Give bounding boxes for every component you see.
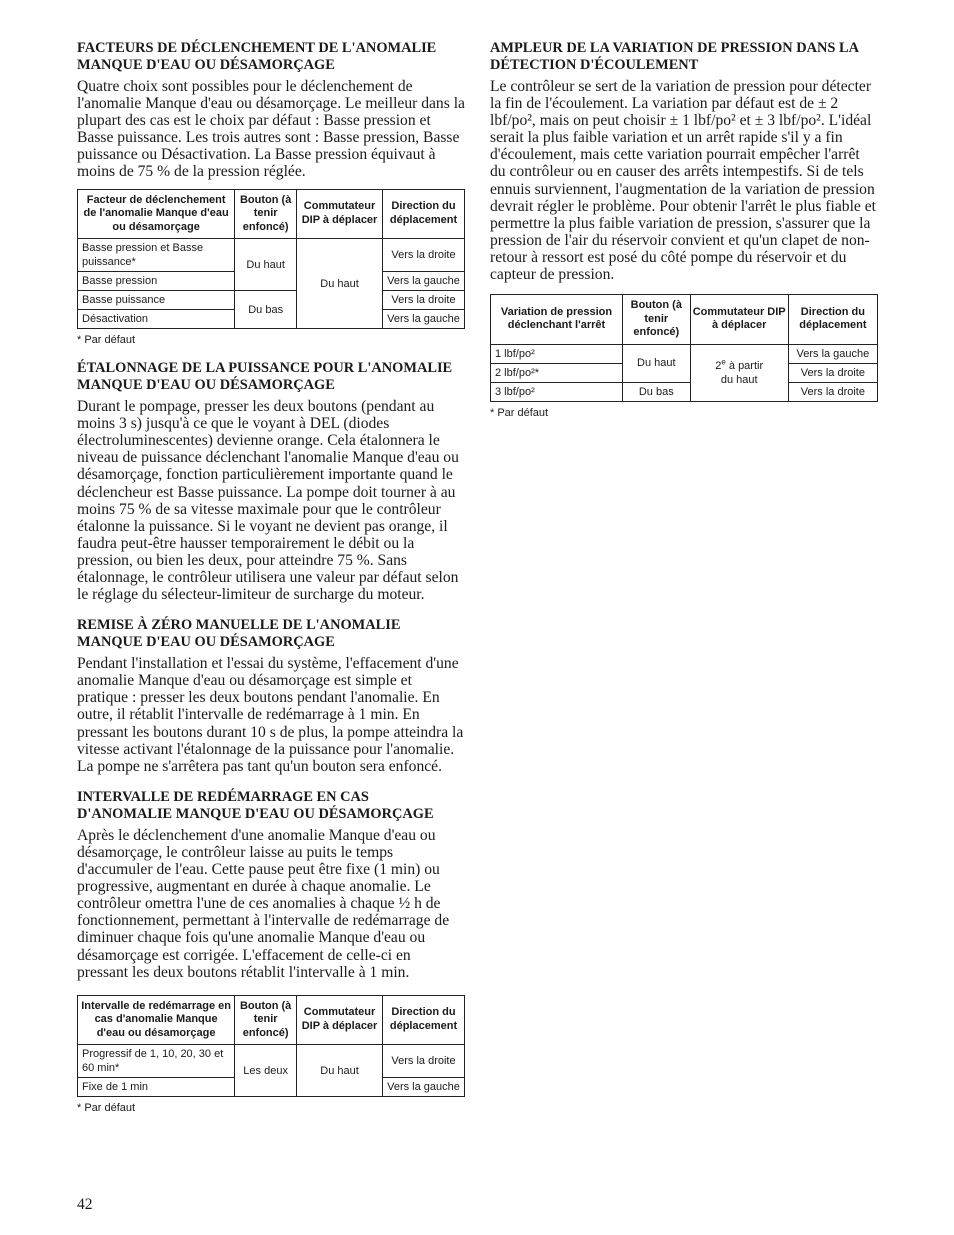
table-cell-button: Du haut: [622, 344, 690, 382]
table-cell-direction: Vers la gauche: [382, 1078, 464, 1097]
table-cell-direction: Vers la droite: [382, 1045, 464, 1078]
table-cell-direction: Vers la gauche: [788, 344, 877, 363]
table-cell-dip: Du haut: [297, 1045, 383, 1097]
table-header-cell: Bouton (à tenir enfoncé): [235, 189, 297, 239]
table-header-cell: Intervalle de redémarrage en cas d'anomalie Manque d'eau ou désamorçage: [78, 995, 235, 1045]
table-header-row: [491, 295, 878, 345]
table-header-row: [78, 189, 465, 239]
table-cell-direction: Vers la gauche: [382, 272, 464, 291]
table-header-cell: Bouton (à tenir enfoncé): [622, 295, 690, 345]
table-header-cell: Direction du déplacement: [382, 189, 464, 239]
table-header-cell: Commutateur DIP à déplacer: [297, 995, 383, 1045]
pressure-variation-table: [490, 294, 878, 402]
table-cell-direction: Vers la droite: [788, 382, 877, 401]
left-column: [77, 40, 465, 1114]
footnote: * Par défaut: [77, 1102, 136, 1115]
section-title-manual-reset: REMISE À ZÉRO MANUELLE DE L'ANOMALIE MANQUE D'EAU OU DÉSAMORÇAGE: [77, 617, 401, 651]
table-header-cell: Variation de pression déclenchant l'arrêt: [491, 295, 623, 345]
table-cell-direction: Vers la gauche: [382, 310, 464, 329]
table-row: [78, 291, 465, 310]
table-row: [491, 382, 878, 401]
table-header-cell: Direction du déplacement: [382, 995, 464, 1045]
table-cell-direction: Vers la droite: [382, 291, 464, 310]
table-header-cell: Direction du déplacement: [788, 295, 877, 345]
table-cell-interval: Progressif de 1, 10, 20, 30 et 60 min*: [78, 1045, 235, 1078]
table-cell-direction: Vers la droite: [382, 239, 464, 272]
table-row: [78, 239, 465, 272]
footnote: * Par défaut: [77, 334, 136, 347]
table-header-row: [78, 995, 465, 1045]
table-header-cell: Commutateur DIP à déplacer: [690, 295, 788, 345]
table-cell-factor: Basse pression: [78, 272, 235, 291]
section-body-pressure-variation: Le contrôleur se sert de la variation de pression pour détecter la fin de l'écoulement. La variation par défaut est de ± 2 lbf/po², mais on peut choisir ± 1 lbf/po² et ± 3 lbf/po². L'idéal serait la plus faible variation et un arrêt rapide s'il y a fin d'écoulement, mais cette variation pourrait empêcher l'arrêt du contrôleur ou en causer des arrêts intempestifs. Si de tels ennuis surviennent, l'augmentation de la variation de pression devrait régler le problème. Pour obtenir l'arrêt le plus fiable et permettre la plus faible variation de pression, s'assurer que la pression de l'air du réservoir convient et qu'un clapet de non-retour à ressort est posé du côté pompe du réservoir et du capteur de pression.: [490, 78, 877, 284]
right-column: [490, 40, 878, 419]
section-title-trigger-factors: FACTEURS DE DÉCLENCHEMENT DE L'ANOMALIE MANQUE D'EAU OU DÉSAMORÇAGE: [77, 40, 437, 73]
section-body-manual-reset: Pendant l'installation et l'essai du système, l'effacement d'une anomalie Manque d'eau ou désamorçage est simple et pratique : presser les deux boutons pendant l'anomalie. En outre, il rétablit l'intervalle de redémarrage à 1 min. En pressant les boutons durant 10 s de plus, la pompe atteindra la vitesse activant l'étalonnage de la puissance pour l'anomalie. La pompe ne s'arrêtera pas tant qu'un bouton sera enfoncé.: [77, 655, 464, 775]
table-cell-factor: Basse pression et Basse puissance*: [78, 239, 235, 272]
table-cell-direction: Vers la droite: [788, 363, 877, 382]
table-header-cell: Bouton (à tenir enfoncé): [235, 995, 297, 1045]
dip-top-text: du haut: [720, 373, 758, 386]
table-cell-factor: Désactivation: [78, 310, 235, 329]
dip-from-text: à partir: [728, 359, 764, 372]
table-cell-dip: Du haut: [297, 239, 383, 329]
table-cell-variation: 2 lbf/po²*: [491, 363, 623, 382]
table-cell-dip: [690, 344, 788, 401]
table-row: [491, 344, 878, 363]
page-number: 42: [77, 1196, 93, 1213]
table-row: [78, 1045, 465, 1078]
table-cell-button: Du bas: [235, 291, 297, 329]
table-header-cell: Facteur de déclenchement de l'anomalie Manque d'eau ou désamorçage: [78, 189, 235, 239]
table-cell-factor: Basse puissance: [78, 291, 235, 310]
restart-interval-table: [77, 995, 465, 1098]
table-cell-variation: 3 lbf/po²: [491, 382, 623, 401]
section-body-power-calibration: Durant le pompage, presser les deux boutons (pendant au moins 3 s) jusqu'à ce que le voyant à DEL (diodes électroluminescentes) devienne orange. Cela étalonnera le niveau de puissance déclenchant l'anomalie Manque d'eau ou désamorçage, fonction particulièrement importante quand le déclencheur est Basse puissance. La pompe doit tourner à au moins 75 % de sa vitesse maximale pour que le contrôleur étalonne la puissance. Si le voyant ne devient pas orange, il faudra peut-être hausser temporairement le débit ou la pression, ou bien les deux, pour atteindre 75 %. Sans étalonnage, le contrôleur utilisera une valeur par défaut selon le réglage du sélecteur-limiteur de surcharge du moteur.: [77, 398, 459, 604]
table-cell-button: Du bas: [622, 382, 690, 401]
section-title-restart-interval: INTERVALLE DE REDÉMARRAGE EN CAS D'ANOMALIE MANQUE D'EAU OU DÉSAMORÇAGE: [77, 788, 434, 822]
section-title-pressure-variation: AMPLEUR DE LA VARIATION DE PRESSION DANS LA DÉTECTION D'ÉCOULEMENT: [490, 40, 859, 73]
table-cell-button: Du haut: [235, 239, 297, 291]
dip-ordinal: 2e: [715, 356, 726, 372]
section-body-restart-interval: Après le déclenchement d'une anomalie Manque d'eau ou désamorçage, le contrôleur laisse au puits le temps d'accumuler de l'eau. Cette pause peut être fixe (1 min) ou progressive, augmentant en durée à chaque anomalie. Le contrôleur omettra l'une de ces anomalies à chaque ½ h de fonctionnement, permettant à l'intervalle de redémarrage de diminuer chaque fois qu'une anomalie Manque d'eau ou désamorçage est corrigée. L'effacement de celle-ci en pressant les deux boutons rétablit l'intervalle à 1 min.: [77, 826, 450, 981]
trigger-factor-table: [77, 189, 465, 330]
table-cell-button: Les deux: [235, 1045, 297, 1097]
table-header-cell: Commutateur DIP à déplacer: [297, 189, 383, 239]
section-title-power-calibration: ÉTALONNAGE DE LA PUISSANCE POUR L'ANOMALIE MANQUE D'EAU OU DÉSAMORÇAGE: [77, 360, 453, 394]
table-cell-interval: Fixe de 1 min: [78, 1078, 235, 1097]
footnote: * Par défaut: [490, 406, 549, 419]
table-cell-variation: 1 lbf/po²: [491, 344, 623, 363]
section-body-trigger-factors: Quatre choix sont possibles pour le déclenchement de l'anomalie Manque d'eau ou désamorçage. Le meilleur dans la plupart des cas est le choix par défaut : Basse pression et Basse puissance. Les trois autres sont : Basse pression, Basse puissance ou Désactivation. La Basse pression équivaut à moins de 75 % de la pression réglée.: [77, 78, 465, 181]
